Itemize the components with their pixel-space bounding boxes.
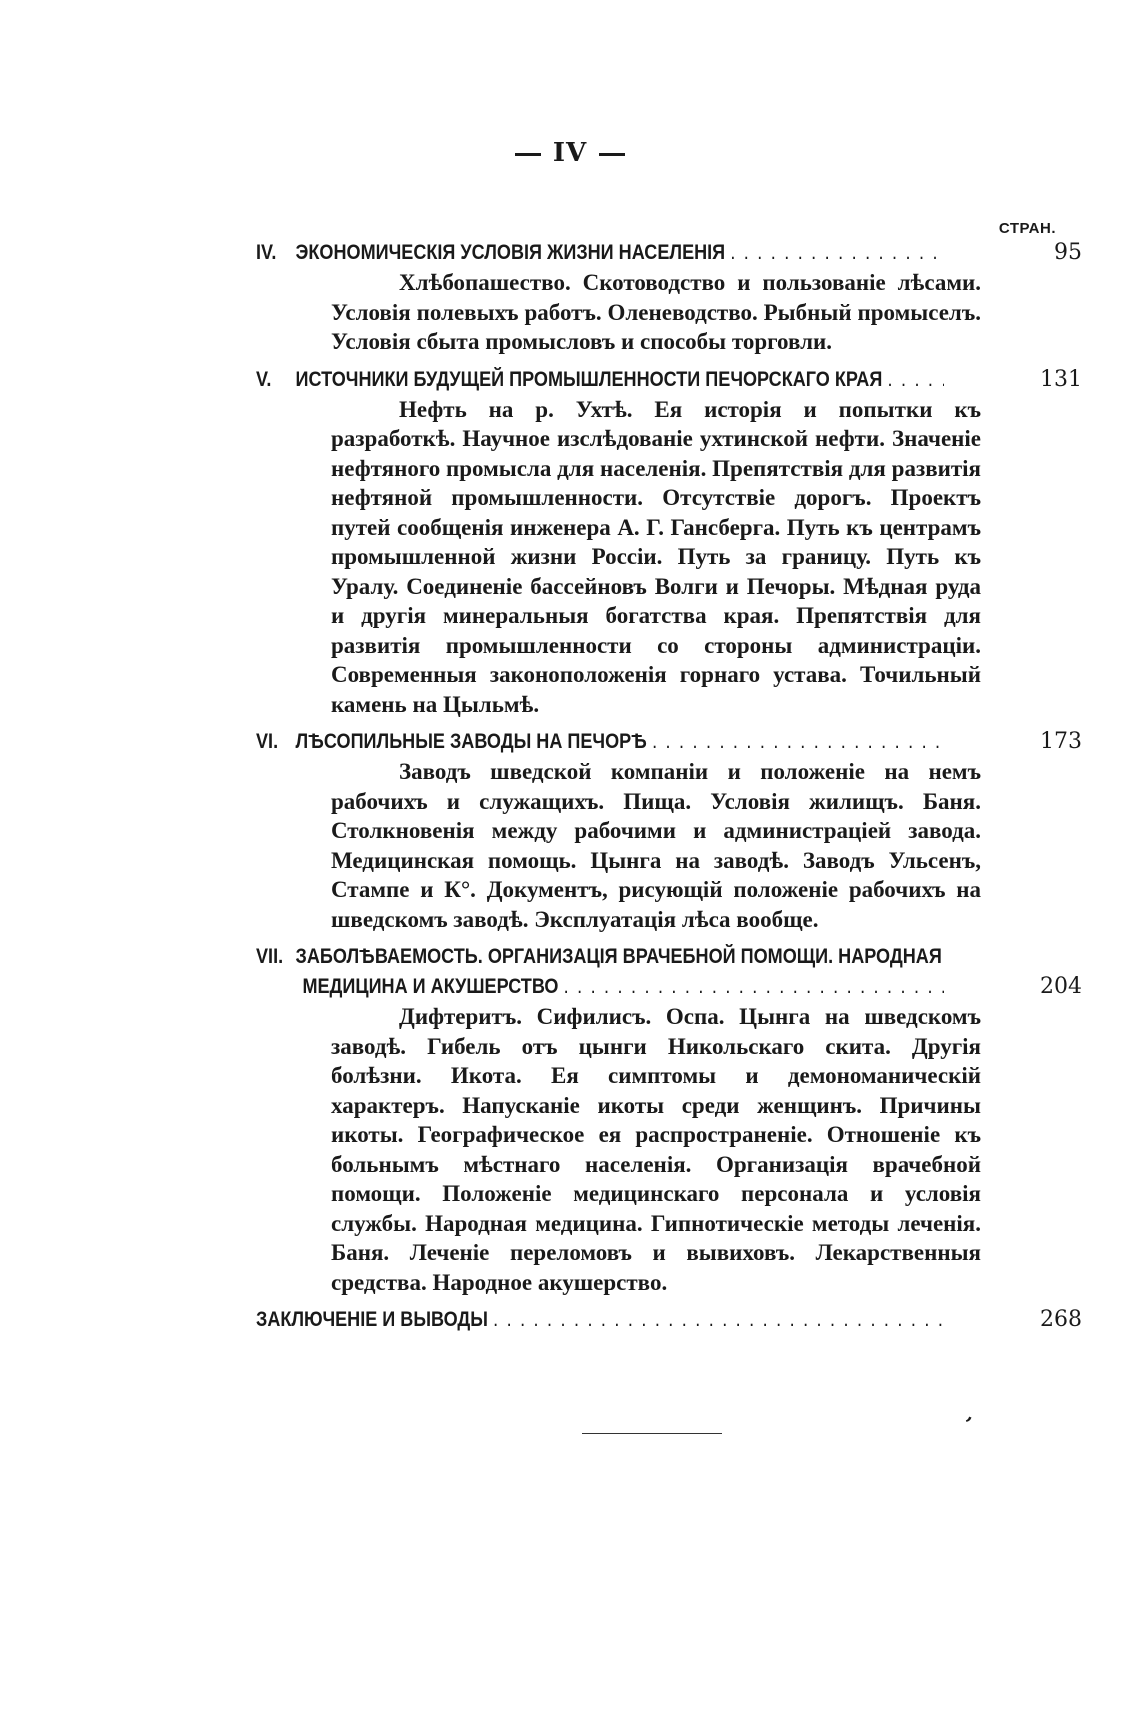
dot-leader bbox=[652, 727, 944, 757]
toc-heading bbox=[256, 727, 944, 757]
page-reference: 95 bbox=[1054, 240, 1082, 265]
page-number: IV bbox=[552, 138, 588, 168]
page-column-label: СТРАН. bbox=[998, 220, 1056, 237]
chapter-summary: Дифтеритъ. Сифилисъ. Оспа. Цынга на шведскомъ заводѣ. Гибель отъ цынги Никольскаго скита. Другія болѣзни. Икота. Ея симптомы и демономаническій характеръ. Напусканіе икоты среди женщинъ. Причины икоты. Географическое ея распространеніе. Отношеніе къ больнымъ мѣстнаго населенія. Организація врачебной помощи. Положеніе медицинскаго персонала и условія службы. Народная медицина. Гипнотическіе методы леченія. Баня. Леченіе переломовъ и вывиховъ. Лекарственныя средства. Народное акушерство. bbox=[331, 1004, 981, 1295]
toc-heading bbox=[256, 365, 944, 395]
dot-leader bbox=[887, 365, 944, 395]
chapter-title: ЛѢСОПИЛЬНЫЕ ЗАВОДЫ НА ПЕЧОРѢ bbox=[295, 730, 647, 753]
toc-entry-conclusion bbox=[256, 1305, 1082, 1335]
page-header bbox=[0, 138, 1140, 168]
page-reference: 204 bbox=[1040, 974, 1082, 999]
header-dash-left bbox=[515, 153, 541, 156]
chapter-title: ЭКОНОМИЧЕСКІЯ УСЛОВІЯ ЖИЗНИ НАСЕЛЕНІЯ bbox=[295, 241, 726, 264]
toc-entry-4 bbox=[256, 238, 1082, 357]
dot-leader bbox=[493, 1305, 944, 1335]
chapter-number: VI. bbox=[256, 730, 279, 753]
dot-leader bbox=[564, 972, 944, 1002]
chapter-title: ИСТОЧНИКИ БУДУЩЕЙ ПРОМЫШЛЕННОСТИ ПЕЧОРСКАГО КРАЯ bbox=[295, 367, 883, 391]
toc-heading bbox=[256, 238, 944, 268]
chapter-number: VII. bbox=[256, 945, 284, 968]
header-dash-right bbox=[599, 153, 625, 156]
table-of-contents bbox=[256, 238, 1082, 1335]
chapter-number: IV. bbox=[256, 241, 277, 264]
chapter-summary: Заводъ шведской компаніи и положеніе на немъ рабочихъ и служащихъ. Пища. Условія жилищъ. Баня. Столкновенія между рабочими и администраціей завода. Медицинская помощь. Цынга на заводѣ. Заводъ Ульсенъ, Стампе и К°. Документъ, рисующій положеніе рабочихъ на шведскомъ заводѣ. Эксплуатація лѣса вообще. bbox=[331, 759, 981, 932]
ink-mark: , bbox=[964, 1403, 978, 1426]
dot-leader bbox=[730, 238, 944, 268]
chapter-title: ЗАКЛЮЧЕНІЕ И ВЫВОДЫ bbox=[256, 1308, 488, 1331]
chapter-title: ЗАБОЛѢВАЕМОСТЬ. ОРГАНИЗАЦІЯ ВРАЧЕБНОЙ ПОМОЩИ. НАРОДНАЯ bbox=[295, 945, 942, 968]
chapter-summary: Нефть на р. Ухтѣ. Ея исторія и попытки къ разработкѣ. Научное изслѣдованіе ухтинской нефти. Значеніе нефтяного промысла для населенія. Препятствія для развитія нефтяной промышленности. Отсутствіе дорогъ. Проектъ путей сообщенія инженера А. Г. Гансберга. Путь къ центрамъ промышленной жизни Россіи. Путь за границу. Путь къ Уралу. Соединеніе бассейновъ Волги и Печоры. Мѣдная руда и другія минеральныя богатства края. Препятствія для развитія промышленности со стороны администраціи. Современныя законоположенія горнаго устава. Точильный камень на Цыльмѣ. bbox=[331, 396, 981, 717]
toc-entry-5 bbox=[256, 365, 1082, 720]
chapter-summary: Хлѣбопашество. Скотоводство и пользованіе лѣсами. Условія полевыхъ работъ. Оленеводство. Рыбный промыселъ. Условія сбыта промысловъ и способы торговли. bbox=[331, 270, 981, 354]
chapter-title-continued: МЕДИЦИНА И АКУШЕРСТВО bbox=[302, 975, 559, 998]
page-reference: 268 bbox=[1040, 1307, 1082, 1332]
closing-rule bbox=[582, 1433, 722, 1434]
toc-entry-6 bbox=[256, 727, 1082, 934]
page-reference: 173 bbox=[1040, 729, 1082, 754]
toc-heading-continued bbox=[256, 972, 944, 1002]
chapter-number: V. bbox=[256, 367, 272, 391]
toc-heading bbox=[256, 1305, 944, 1335]
toc-entry-7 bbox=[256, 942, 1082, 1297]
page-reference: 131 bbox=[1040, 366, 1082, 392]
toc-heading bbox=[256, 942, 944, 972]
